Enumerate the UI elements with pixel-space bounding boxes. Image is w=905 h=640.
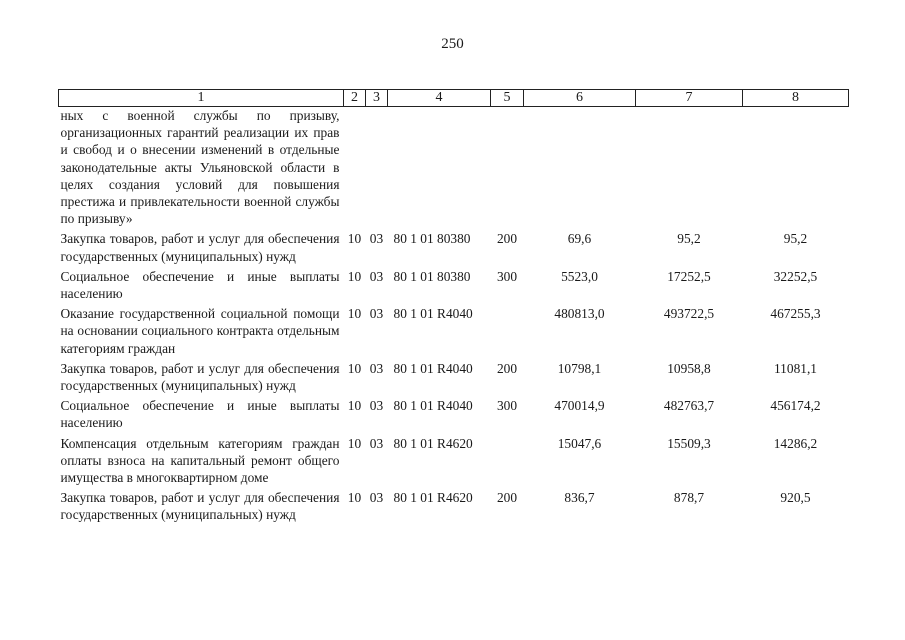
table-row [59,230,849,267]
row-subsection: 03 [369,490,384,506]
row-target-code: 80 1 01 80380 [393,268,471,284]
row-description: Закупка товаров, работ и услуг для обеспечения государственных (муниципальных) нужд [60,360,340,394]
header-cell-4: 4 [388,90,491,107]
header-cell-8: 8 [743,90,849,107]
row-value-7: 17252,5 [667,268,711,284]
row-value-7: 493722,5 [663,306,715,322]
header-cell-2: 2 [344,90,366,107]
row-description: Оказание государственной социальной помощи на основании социального контракта отдельным категориям граждан [60,306,340,356]
row-description: Закупка товаров, работ и услуг для обеспечения государственных (муниципальных) нужд [60,490,340,523]
row-subsection [366,107,388,231]
header-cell-7: 7 [636,90,743,107]
row-value-7: 95,2 [677,231,701,247]
table-row [59,489,849,526]
row-value-6: 836,7 [564,490,595,506]
row-value-6: 480813,0 [554,306,605,322]
row-target-code [388,107,491,231]
row-value-8: 467255,3 [770,306,821,322]
table-row [59,107,849,231]
row-target-code: 80 1 01 R4620 [393,490,473,506]
row-section: 10 [347,398,362,414]
row-description: Компенсация отдельным категориям граждан оплаты взноса на капитальный ремонт общего имущества в многоквартирном доме [60,435,340,486]
row-value-6 [524,107,636,231]
row-description: Социальное обеспечение и иные выплаты населению [60,398,340,431]
header-cell-1: 1 [59,90,344,107]
budget-table [58,89,849,527]
row-subsection: 03 [369,435,384,451]
row-description: Социальное обеспечение и иные выплаты населению [60,268,340,302]
row-value-8: 11081,1 [773,360,818,376]
table-row [59,305,849,360]
row-expense-type [491,107,524,231]
row-value-8: 32252,5 [773,268,818,284]
row-value-7 [636,107,743,231]
row-value-6: 5523,0 [561,268,598,284]
row-target-code: 80 1 01 80380 [393,231,471,247]
row-section: 10 [347,490,362,506]
row-section: 10 [347,268,362,284]
row-subsection: 03 [369,398,384,414]
row-value-6: 470014,9 [554,398,605,414]
row-value-7: 482763,7 [663,398,715,414]
row-value-8: 920,5 [780,490,811,506]
table-row [59,268,849,305]
row-expense-type: 200 [496,231,518,247]
row-value-7: 15509,3 [667,435,711,451]
header-cell-3: 3 [366,90,388,107]
table-body [59,107,849,527]
row-target-code: 80 1 01 R4620 [393,435,473,451]
row-expense-type: 200 [496,490,518,506]
row-value-6: 10798,1 [557,360,602,376]
row-description: Закупка товаров, работ и услуг для обеспечения государственных (муниципальных) нужд [60,231,340,264]
row-expense-type: 200 [496,360,518,376]
row-expense-type: 300 [496,398,518,414]
row-value-8: 456174,2 [770,398,821,414]
row-expense-type [491,435,524,490]
header-cell-6: 6 [524,90,636,107]
table-row [59,435,849,490]
row-expense-type [491,305,524,360]
row-section: 10 [347,435,362,451]
row-expense-type: 300 [496,268,518,284]
row-value-6: 15047,6 [557,435,602,451]
header-cell-5: 5 [491,90,524,107]
row-value-6: 69,6 [567,231,592,247]
row-value-8: 14286,2 [773,435,818,451]
row-target-code: 80 1 01 R4040 [393,306,473,322]
row-subsection: 03 [369,268,384,284]
row-value-8: 95,2 [783,231,808,247]
row-subsection: 03 [369,360,384,376]
header-row [59,90,849,107]
row-value-7: 878,7 [673,490,705,506]
row-section: 10 [347,360,362,376]
row-subsection: 03 [369,306,384,322]
row-value-7: 10958,8 [667,360,711,376]
row-section: 10 [347,231,362,247]
row-section [344,107,366,231]
page-number: 250 [441,36,464,52]
row-subsection: 03 [369,231,384,247]
row-description: ных с военной службы по призыву, организационных гарантий реализации их прав и свобод и о внесении изменений в отдельные законодательные акты Ульяновской области в целях создания условий для повышения престижа и привлекательности военной службы по призыву» [60,108,340,227]
table-row [59,360,849,397]
row-section: 10 [347,306,362,322]
table-row [59,397,849,434]
row-value-8 [743,107,849,231]
row-target-code: 80 1 01 R4040 [393,398,473,414]
row-target-code: 80 1 01 R4040 [393,360,473,376]
